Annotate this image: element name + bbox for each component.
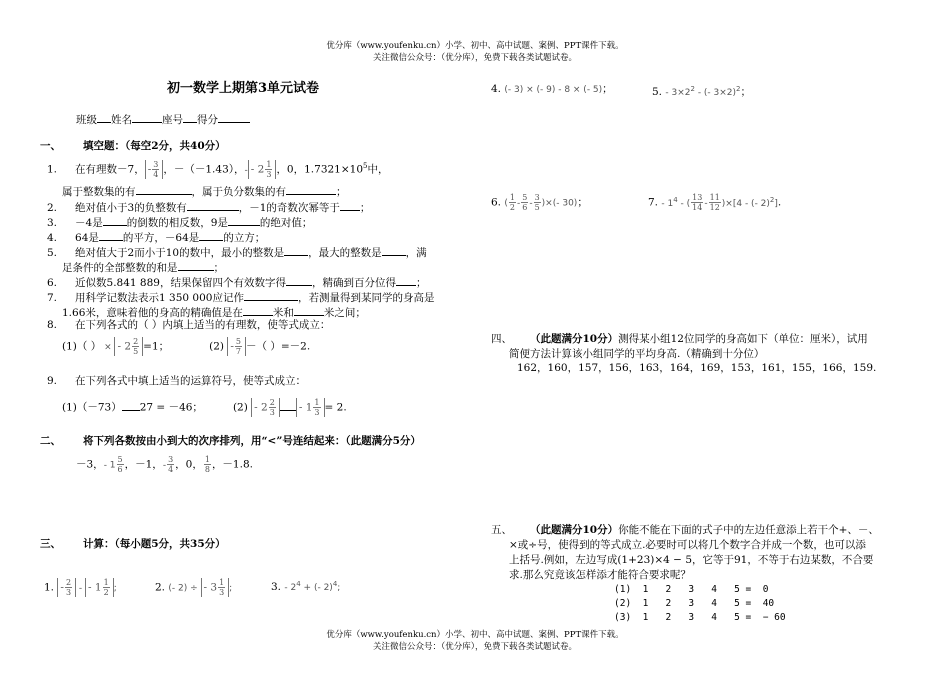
section5-number: 五、: [491, 524, 512, 536]
header-line-1: 优分库（www.youfenku.cn）小学、初中、高中试题、案例、PPT课件下载。: [326, 41, 624, 51]
q4-text-c: 的立方；: [223, 232, 266, 244]
s2-num-b: ，－1，: [124, 458, 163, 471]
q9-part2-b: = 2.: [324, 401, 347, 414]
q5-text-c: ，满: [405, 247, 427, 259]
calc-q3: 3. - $2^4$ + (- 2)$^4$;: [271, 580, 341, 593]
section1-number: 一、: [40, 140, 61, 152]
calc-q2: 2. (- 2) ÷ - 3 $\frac{1}{3}$ ;: [155, 578, 233, 597]
q-num: 5.: [47, 247, 58, 259]
q-num: 5.: [652, 86, 663, 98]
page-title: 初一数学上期第3单元试卷: [167, 81, 320, 96]
s1-q5-line2: [62, 259, 224, 275]
q1-text-a: 在有理数－7，: [75, 163, 145, 176]
q7-text-a: 用科学记数法表示1 350 000应记作: [75, 292, 244, 304]
section4-line2: 简便方法计算该小组同学的平均身高.（精确到十分位）: [509, 348, 765, 360]
q-num: 3.: [47, 217, 58, 229]
q-num: 8.: [47, 319, 58, 331]
q1-line2-a: 属于整数集的有: [62, 186, 136, 198]
q1-text-c: ，0，1.7321×10: [276, 163, 364, 176]
q9-text: 在下列各式中填上适当的运算符号，使等式成立：: [75, 375, 307, 387]
s1-q9-parts: [62, 398, 347, 417]
q4-text-b: 的平方，－64是: [122, 232, 200, 244]
section3-heading: [40, 538, 226, 551]
seat-label: 座号: [162, 114, 183, 126]
q6-text-a: 近似数5.841 889，结果保留四个有效数字得: [75, 277, 286, 289]
section4-data: 162，160，157，156，163，164，169，153，161，155，166，159.: [517, 362, 877, 374]
abs-expr: - 1 $\frac{1}{3}$: [296, 398, 325, 417]
abs-expr: - 2 $\frac{2}{5}$: [114, 337, 143, 356]
s2-num-d: ，－1.8.: [211, 458, 253, 471]
name-label: 姓名: [111, 114, 132, 126]
s1-q2: [47, 199, 370, 215]
q9-part1-a: (1)（－73）: [62, 401, 122, 414]
student-info: [76, 111, 250, 127]
s1-q9: [47, 375, 306, 388]
q8-text: 在下列各式的（ ）内填上适当的有理数，使等式成立：: [75, 319, 331, 331]
q-num: 4.: [491, 83, 502, 95]
q3-text-c: 的绝对值；: [259, 217, 313, 229]
class-label: 班级: [76, 114, 97, 126]
calc-q1: 1. - $\frac{2}{3}$ - - 1 $\frac{1}{2}$ ;: [44, 578, 117, 597]
abs-expr: - $\frac{3}{4}$: [145, 160, 164, 179]
calc-q7: 7. - $1^4$ - ( $\frac{13}{14}$ - $\frac{11}{12}$ )×[4 - (- 2)$^2$].: [648, 193, 782, 212]
q7-line2-a: 1.66米，意味着他的身高的精确值是在: [62, 307, 243, 319]
abs-expr: - $\frac{5}{7}$: [227, 337, 246, 356]
footer-line-1: 优分库（www.youfenku.cn）小学、初中、高中试题、案例、PPT课件下载。: [326, 630, 624, 640]
q-num: 9.: [47, 375, 58, 387]
s1-q1-line1: 1. 在有理数－7， - $\frac{3}{4}$ ，－（－1.43），- - 2 $\frac{1}{3}$ ，0，$1.7321\times 10^5$中，: [47, 160, 389, 179]
q9-part2-a: (2): [232, 401, 248, 414]
s1-q6: [47, 274, 426, 290]
section2-number: 二、: [40, 435, 61, 447]
section4-number: 四、: [491, 333, 512, 345]
section5-line4: 求.那么究竟该怎样添才能符合要求呢？: [509, 569, 691, 581]
s1-q8-parts: (1)（ ） × - 2 $\frac{2}{5}$ =1； (2) - $\frac{5}{7}$ －（ ）=－2.: [62, 337, 311, 356]
q3-text-b: 的倒数的相反数，9是: [126, 217, 228, 229]
section3-title: 计算：（每小题5分，共35分）: [83, 538, 226, 550]
q1-line2-c: ；: [336, 186, 347, 198]
score-label: 得分: [197, 114, 218, 126]
s1-q3: [47, 214, 312, 230]
q4-text-a: 64是: [75, 232, 99, 244]
s1-q1-line2: [62, 183, 347, 199]
q2-text-a: 绝对值小于3的负整数有: [75, 202, 187, 214]
q-num: 4.: [47, 232, 58, 244]
section5-line2: ×或÷号，使得到的等式成立.必要时可以将几个数字合并成一个数，也可以添: [509, 539, 866, 551]
q9-part1-b: 27 = －46；: [139, 401, 203, 414]
q5-text-b: ，最大的整数是: [308, 247, 382, 259]
calc-q4: 4. (- 3) × (- 9) - 8 × (- 5)；: [491, 83, 613, 95]
s1-q7-line2: [62, 304, 366, 320]
q2-text-b: ，－1的奇数次幂等于: [238, 202, 340, 214]
q-num: 6.: [491, 196, 502, 209]
section2-numbers: －3，- 1 $\frac{5}{6}$ ，－1，- $\frac{3}{4}$ ，0， $\frac{1}{8}$ ，－1.8.: [76, 455, 253, 474]
footer-line-2: 关注微信公众号：（优分库），免费下载各类试题试卷。: [372, 642, 577, 652]
q-num: 2.: [155, 581, 166, 594]
s1-q4: [47, 229, 265, 245]
section5-line1: [491, 524, 879, 537]
section4-line1: [491, 333, 868, 346]
q-num: 1.: [44, 581, 55, 594]
q5-line2-b: ；: [213, 262, 224, 274]
q5-line2-a: 足条件的全部整数的和是: [62, 262, 178, 274]
section2-title: 将下列各数按由小到大的次序排列，用“<”号连结起来：（此题满分5分）: [83, 435, 421, 447]
calc-q6: 6. ( $\frac{1}{2}$ - $\frac{5}{6}$ - $\frac{3}{5}$ )×(- 30)；: [491, 193, 588, 212]
section5-text1: 你能不能在下面的式子中的左边任意添上若干个+、－、: [618, 524, 879, 536]
q7-line2-b: 米和: [272, 307, 294, 319]
exponent: 5: [363, 162, 368, 170]
q3-text-a: －4是: [75, 217, 103, 229]
section5-title: （此题满分10分）: [530, 524, 619, 536]
s2-num-c: ，0，: [175, 458, 203, 471]
section3-number: 三、: [40, 538, 61, 550]
equation-2: (2) 1 2 3 4 5 = 40: [614, 598, 775, 609]
q7-text-b: ，若测量得到某同学的身高是: [297, 292, 435, 304]
q-num: 6.: [47, 277, 58, 289]
q7-line2-c: 米之间；: [323, 307, 366, 319]
section4-text1: 测得某小组12位同学的身高如下（单位：厘米），试用: [618, 333, 868, 345]
q8-part2-a: (2): [209, 340, 225, 353]
q-num: 3.: [271, 581, 282, 593]
q6-text-b: ，精确到百分位得: [311, 277, 396, 289]
q8-part1-b: =1；: [143, 340, 170, 353]
q-num: 2.: [47, 202, 58, 214]
q1-text-b: ，－（－1.43），: [163, 163, 245, 176]
abs-expr: - 2 $\frac{1}{3}$: [248, 160, 277, 179]
q8-part2-b: －（ ）=－2.: [246, 340, 311, 353]
section5-line3: 上括号.例如，左边写成(1+23)×4 − 5，它等于91，不等于右边某数，不合要: [509, 554, 874, 566]
calc-q5: 5. - $3\times 2^2$ - (- 3×2)$^2$；: [652, 85, 752, 98]
s1-q5-line1: [47, 244, 427, 260]
s1-q8: [47, 319, 330, 332]
q6-text-c: ；: [415, 277, 427, 289]
section4-title: （此题满分10分）: [530, 333, 619, 345]
q5-text-a: 绝对值大于2而小于10的数中，最小的整数是: [75, 247, 285, 259]
q1-text-d: 中，: [367, 163, 389, 176]
abs-expr: - 2 $\frac{2}{3}$: [251, 398, 280, 417]
section1-title: 填空题：（每空2分，共40分）: [83, 140, 226, 152]
equation-1: (1) 1 2 3 4 5 = 0: [614, 584, 769, 595]
q8-part1-a: (1)（ ）: [62, 340, 102, 353]
s1-q7-line1: [47, 289, 434, 305]
q-num: 1.: [47, 163, 58, 176]
equation-3: (3) 1 2 3 4 5 = − 60: [614, 612, 786, 623]
section1-heading: [40, 140, 226, 153]
header-line-2: 关注微信公众号：（优分库），免费下载各类试题试卷。: [372, 53, 577, 63]
q-num: 7.: [648, 196, 659, 209]
q-num: 7.: [47, 292, 58, 304]
q1-line2-b: ，属于负分数集的有: [191, 186, 286, 198]
section2-heading: [40, 435, 421, 448]
q2-text-c: ；: [359, 202, 371, 214]
s2-num-a: －3，: [76, 458, 104, 471]
